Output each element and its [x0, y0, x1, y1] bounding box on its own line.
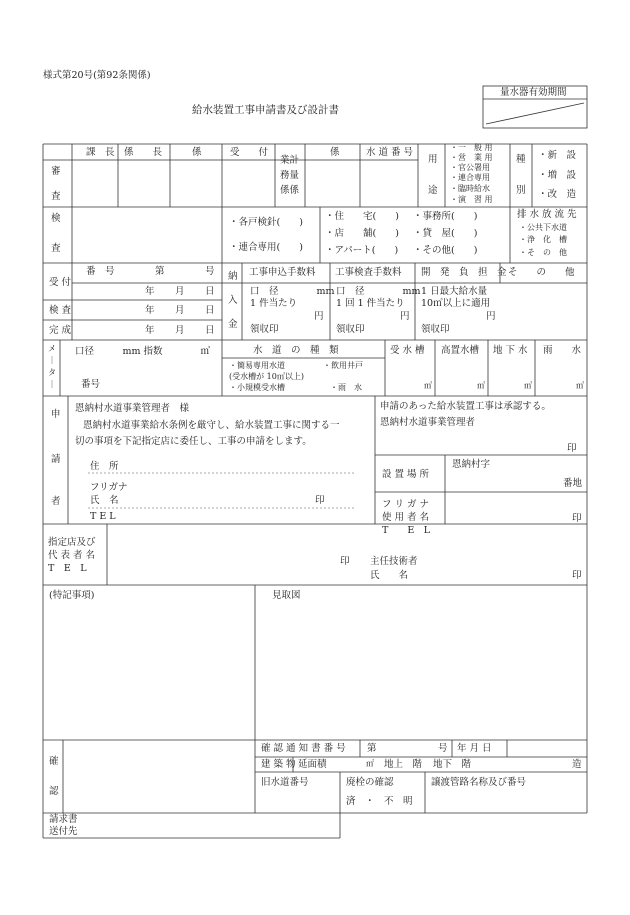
yoto-item: ・一 般 用 [450, 143, 493, 152]
building-option: ・店 舗( ) [325, 228, 399, 239]
nonyukin-2: 入 [228, 295, 238, 306]
bango-label: 番 号 [86, 266, 115, 277]
inspect-fee-header: 工事検査手数料 [335, 267, 402, 278]
form-number: 様式第20号(第92条関係) [43, 70, 151, 81]
m2-unit: ㎡ [366, 759, 374, 768]
chief-engineer-label: 主任技術者 [370, 556, 418, 567]
drain-option: ・公共下水道 [519, 223, 567, 232]
water-type-header: 水 道 の 種 類 [253, 345, 339, 356]
plug-confirm-status: 済 ・ 不 明 [346, 796, 413, 807]
inspect-yen: 円 [400, 311, 410, 322]
chief-name-label: 氏 名 [370, 570, 409, 581]
tsuki-label: 月 [175, 325, 185, 336]
nen-label: 年 [145, 325, 155, 336]
applicant-label-2: 請 [51, 454, 61, 465]
tank-header: 受 水 槽 [390, 345, 425, 356]
banchi-label: 番地 [563, 478, 583, 489]
contractor-label-1: 指定店及び [48, 537, 96, 548]
meter-kokei: 口径 mm 指数 ㎥ [75, 346, 211, 357]
applicant-tel-label: T E L [90, 511, 116, 522]
dev-fee-header: 開 発 負 担 金 [421, 267, 507, 278]
structure-label: 造 [572, 759, 582, 770]
billing-label-1: 請求書 [49, 814, 78, 825]
yoto-item: ・官公署用 [450, 163, 490, 172]
notice-dai: 第 [367, 743, 377, 754]
plug-confirm-label: 廃栓の確認 [346, 777, 394, 788]
approver-seal: 印 [567, 443, 577, 454]
kakari2-label: 係 [330, 147, 340, 158]
drain-title: 排 水 放 流 先 [517, 209, 577, 220]
dev-apply: 10㎥以上に適用 [421, 298, 491, 309]
gyomu-1: 業計 [280, 155, 300, 166]
dev-receipt: 領収印 [421, 324, 450, 335]
tank-header: 雨 水 [543, 345, 582, 356]
go-label: 号 [205, 266, 215, 277]
kensa-1: 検 [51, 213, 61, 224]
building-label: 建 築 物 [261, 759, 296, 770]
nen-label: 年 [145, 305, 155, 316]
old-water-no-label: 旧水道番号 [261, 777, 309, 788]
apply-yen: 円 [314, 311, 324, 322]
building-option: ・事務所( ) [413, 211, 478, 222]
suido-no-label: 水 道 番 号 [366, 147, 414, 158]
notice-date-label: 年 月 日 [457, 743, 492, 754]
shubetsu-remodel: ・改 造 [538, 189, 577, 200]
hi-label: 日 [205, 325, 215, 336]
kensa-date-label: 検 査 [49, 305, 72, 316]
meter-label-1: メ [48, 344, 56, 353]
approver-name: 恩納村水道事業管理者 [380, 417, 476, 428]
application-body-1: 恩納村水道事業給水条例を厳守し、給水装置工事に関する一 [83, 420, 340, 431]
hi-label: 日 [205, 305, 215, 316]
drain-option: ・浄 化 槽 [519, 235, 567, 244]
contractor-label-2: 代 表 者 名 [48, 550, 96, 561]
meter-label-4: ｜ [48, 380, 56, 389]
shinsa-1: 審 [51, 166, 61, 177]
meter-bango: 番号 [81, 379, 101, 390]
contractor-label-3: T E L [48, 563, 87, 574]
notice-go: 号 [438, 743, 448, 754]
tsuki-label: 月 [175, 305, 185, 316]
meter-label-3: タ [48, 368, 56, 377]
billing-label-2: 送付先 [49, 826, 78, 837]
water-type-note: (受水槽が 10㎥以上) [229, 372, 304, 381]
shubetsu-add: ・増 設 [538, 170, 577, 181]
village-label: 恩納村字 [452, 459, 491, 470]
building-option: ・アパート( ) [325, 245, 399, 256]
uketsuke-label: 受 付 [230, 147, 269, 158]
hi-label: 日 [205, 286, 215, 297]
inspect-kokei: 口 径 mm [336, 286, 421, 297]
user-seal: 印 [572, 513, 582, 524]
apply-receipt: 領収印 [250, 324, 279, 335]
yoto-1: 用 [428, 154, 438, 165]
address-label: 住 所 [90, 461, 119, 472]
special-notes-label: (特記事項) [49, 590, 95, 601]
nonyukin-1: 納 [228, 271, 238, 282]
floor-area-label: 延面積 [298, 759, 327, 770]
shubetsu-new: ・新 設 [538, 150, 577, 161]
yoto-item: ・臨時給水 [450, 184, 490, 193]
water-type-option: ・飲用井戸 [323, 361, 363, 370]
notice-no-label: 確 認 通 知 書 番 号 [261, 743, 346, 754]
yoto-item: ・営 業 用 [450, 153, 493, 162]
inspect-receipt: 領収印 [336, 324, 365, 335]
applicant-seal: 印 [315, 495, 325, 506]
contractor-seal: 印 [340, 556, 350, 567]
apply-kokei: 口 径 mm [250, 286, 335, 297]
gyomu-3: 係係 [280, 185, 300, 196]
tsuki-label: 月 [175, 286, 185, 297]
form-title: 給水装置工事申請書及び設計書 [192, 104, 339, 116]
m3-unit: ㎥ [424, 381, 432, 390]
apply-fee-header: 工事申込手数料 [249, 267, 316, 278]
water-type-option: ・簡易専用水道 [229, 361, 285, 370]
tank-header: 高置水槽 [441, 345, 480, 356]
confirm-label-1: 確 [49, 756, 59, 767]
kensa-2: 査 [51, 243, 61, 254]
kakari-label: 係 [192, 147, 202, 158]
kansei-date-label: 完 成 [49, 325, 72, 336]
installation-site-label: 設 置 場 所 [382, 469, 430, 480]
building-option: ・住 宅( ) [325, 211, 399, 222]
other-header: そ の 他 [508, 267, 575, 278]
m3-unit: ㎥ [524, 381, 532, 390]
meter-period-label: 量水器有効期間 [500, 87, 567, 98]
shinsa-2: 査 [51, 191, 61, 202]
rengo-option: ・連合専用( ) [229, 242, 303, 253]
shubetsu-1: 種 [516, 154, 526, 165]
nonyukin-3: 金 [228, 319, 238, 330]
gyomu-2: 務量 [280, 170, 300, 181]
approval-statement: 申請のあった給水装置工事は承認する。 [380, 401, 551, 412]
cho-label: 長 [105, 147, 115, 158]
applicant-label-1: 申 [51, 409, 61, 420]
m3-unit: ㎥ [576, 381, 584, 390]
water-type-option: ・小規模受水槽 [229, 383, 285, 392]
dev-yen: 円 [486, 311, 496, 322]
ka-label: 課 [86, 147, 96, 158]
apply-per: 1 件当たり [250, 298, 298, 309]
applicant-furigana-label: フリガナ [90, 482, 128, 493]
chief-seal: 印 [572, 570, 582, 581]
water-type-option: ・雨 水 [330, 383, 362, 392]
tank-header: 地 下 水 [493, 345, 528, 356]
user-name-label: 使 用 者 名 [382, 512, 430, 523]
yoto-item: ・連合専用 [450, 173, 490, 182]
below-ground-label: 地下 階 [433, 759, 472, 770]
kakaricho-label: 係 長 [124, 147, 163, 158]
applicant-name-label: 氏 名 [90, 495, 119, 506]
drain-option: ・そ の 他 [519, 248, 567, 257]
yoto-item: ・演 習 用 [450, 195, 493, 204]
user-tel-label: T E L [382, 525, 431, 536]
applicant-label-3: 者 [51, 496, 61, 507]
yoto-2: 途 [428, 185, 438, 196]
meter-label-2: ｜ [48, 356, 56, 365]
kakoken-option: ・各戸検針( ) [229, 217, 303, 228]
uketsuke-label: 受 付 [49, 277, 72, 288]
dai-label: 第 [155, 266, 165, 277]
inspect-per: 1 回 1 件当たり [336, 298, 405, 309]
user-furigana-label: フ リ ガ ナ [382, 499, 430, 510]
transfer-pipe-label: 譲渡管路名称及び番号 [431, 777, 527, 788]
dev-daily: 1 日最大給水量 [421, 286, 488, 297]
shubetsu-2: 別 [516, 185, 526, 196]
addressee: 恩納村水道事業管理者 様 [75, 403, 190, 414]
above-ground-label: 地上 階 [384, 759, 423, 770]
nen-label: 年 [145, 286, 155, 297]
building-option: ・貸 屋( ) [413, 228, 478, 239]
application-body-2: 切の事項を下記指定店に委任し、工事の申請をします。 [75, 436, 312, 447]
m3-unit: ㎥ [477, 381, 485, 390]
building-option: ・その他( ) [413, 245, 478, 256]
site-map-label: 見取図 [272, 590, 301, 601]
confirm-label-2: 認 [49, 786, 59, 797]
